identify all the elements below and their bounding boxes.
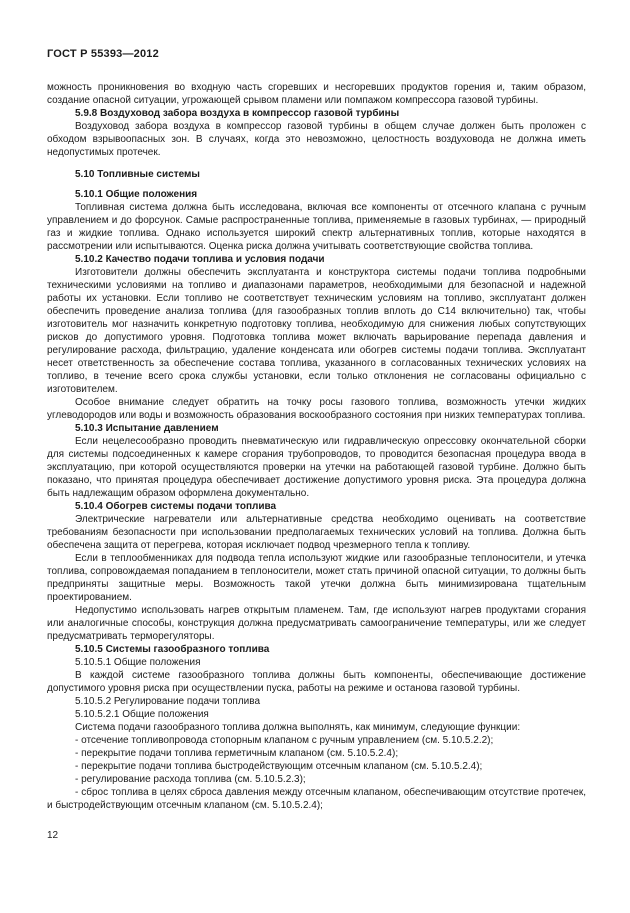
list-item: - перекрытие подачи топлива быстродействующим отсечным клапаном (см. 5.10.5.2.4); [75, 761, 483, 772]
heading-5-10-1: 5.10.1 Общие положения [75, 189, 198, 200]
paragraph: Воздуховод забора воздуха в компрессор газовой турбины в общем случае должен быть проложен с обходом взрывоопасных зон. В случаях, когда это невозможно, целостность воздуховода не должна иметь недопустимых протечек. [47, 121, 586, 158]
page-number: 12 [47, 830, 59, 841]
document-header-title: ГОСТ Р 55393—2012 [47, 48, 159, 60]
list-item: - перекрытие подачи топлива герметичным клапаном (см. 5.10.5.2.4); [75, 748, 399, 759]
paragraph-continuation: можность проникновения во входную часть сгоревших и несгоревших продуктов горения и, таким образом, создание опасной ситуации, угрожающей срывом пламени или помпажом компрессора газовой турбины. [47, 82, 586, 106]
list-item: - регулирование расхода топлива (см. 5.10.5.2.3); [75, 774, 306, 785]
paragraph: Электрические нагреватели или альтернативные средства необходимо оценивать на соответствие требованиям безопасности при использовании предполагаемых технических условий на топлива. Должна быть обеспечена защита от перегрева, которая исключает подвод чрезмерного тепла к топливу. [47, 514, 586, 551]
paragraph: Изготовители должны обеспечить эксплуатанта и конструктора системы подачи топлива подробными техническими условиями на топливо и диапазонами параметров, необходимыми для безопасной и надежной работы их установки. Если топливо не соответствует техническим условиям на топливо, эксплуатант должен обеспечить проведение анализа топлива (для газообразных топлив вплоть до С14 включительно) так, чтобы изготовитель мог назначить конкретную подготовку топлива, необходимую для снижения любых сопутствующих рисков до допустимого уровня. Подготовка топлива может включать варьирование перепада давления и регулирование расхода, фильтрацию, удаление конденсата или обогрев системы подачи топлива. Эксплуатант несет ответственность за обеспечение состава топлива, указанного в согласованных технических условиях на топливо, в течение всего срока службы установки, если только отклонения не согласованы официально с изготовителем. [47, 267, 586, 395]
list-item: - сброс топлива в целях сброса давления между отсечным клапаном, обеспечивающим отсутствие протечек, и быстродействующим отсечным клапаном (см. 5.10.5.2.4); [47, 787, 586, 811]
section-heading-5-10: 5.10 Топливные системы [75, 169, 200, 180]
numbered-line-5-10-5-2: 5.10.5.2 Регулирование подачи топлива [75, 696, 261, 707]
heading-5-10-5: 5.10.5 Системы газообразного топлива [75, 644, 270, 655]
paragraph: Если в теплообменниках для подвода тепла используют жидкие или газообразные теплоносители, и утечка топлива, сопровождаемая попаданием в теплоносители, может стать причиной опасной ситуации, то должны быть предприняты защитные меры. Возможность такой утечки должна быть минимизирована тщательным проектированием. [47, 553, 586, 603]
list-item: - отсечение топливопровода стопорным клапаном с ручным управлением (см. 5.10.5.2.2); [75, 735, 494, 746]
heading-5-9-8: 5.9.8 Воздуховод забора воздуха в компрессор газовой турбины [75, 108, 400, 119]
paragraph: Если нецелесообразно проводить пневматическую или гидравлическую опрессовку окончательной сборки для системы подсоединенных к камере сгорания трубопроводов, то проводится безопасная процедура ввода в эксплуатацию, при которой осуществляются проверки на утечки на работающей газовой турбине. Должно быть показано, что принятая процедура обеспечивает достижение допустимого уровня риска. Эта процедура должна быть надлежащим образом оформлена документально. [47, 436, 586, 499]
paragraph: Недопустимо использовать нагрев открытым пламенем. Там, где используют нагрев продуктами сгорания или аналогичные способы, конструкция должна предусматривать самоограничение температуры, или же следует предусматривать терморегуляторы. [47, 605, 586, 642]
paragraph: Система подачи газообразного топлива должна выполнять, как минимум, следующие функции: [75, 722, 521, 733]
numbered-line-5-10-5-1: 5.10.5.1 Общие положения [75, 657, 201, 668]
heading-5-10-3: 5.10.3 Испытание давлением [75, 423, 219, 434]
document-body [47, 48, 586, 812]
heading-5-10-2: 5.10.2 Качество подачи топлива и условия подачи [75, 254, 325, 265]
heading-5-10-4: 5.10.4 Обогрев системы подачи топлива [75, 501, 277, 512]
paragraph: Особое внимание следует обратить на точку росы газового топлива, возможность утечки жидких углеводородов или воды и возможность образования воскообразного состояния при низких температурах топлива. [47, 397, 586, 421]
paragraph: В каждой системе газообразного топлива должны быть компоненты, обеспечивающие достижение допустимого уровня риска при осуществлении пуска, работы на режиме и останова газовой турбины. [47, 670, 586, 694]
paragraph: Топливная система должна быть исследована, включая все компоненты от отсечного клапана с ручным управлением и до форсунок. Самые распространенные топлива, применяемые в газовых турбинах, — природный газ и жидкие топлива. Однако используется широкий спектр альтернативных топлив, которые находятся в рассмотрении или испытываются. Оценка риска должна учитывать соответствующие свойства топлива. [47, 202, 586, 252]
numbered-line-5-10-5-2-1: 5.10.5.2.1 Общие положения [75, 709, 209, 720]
